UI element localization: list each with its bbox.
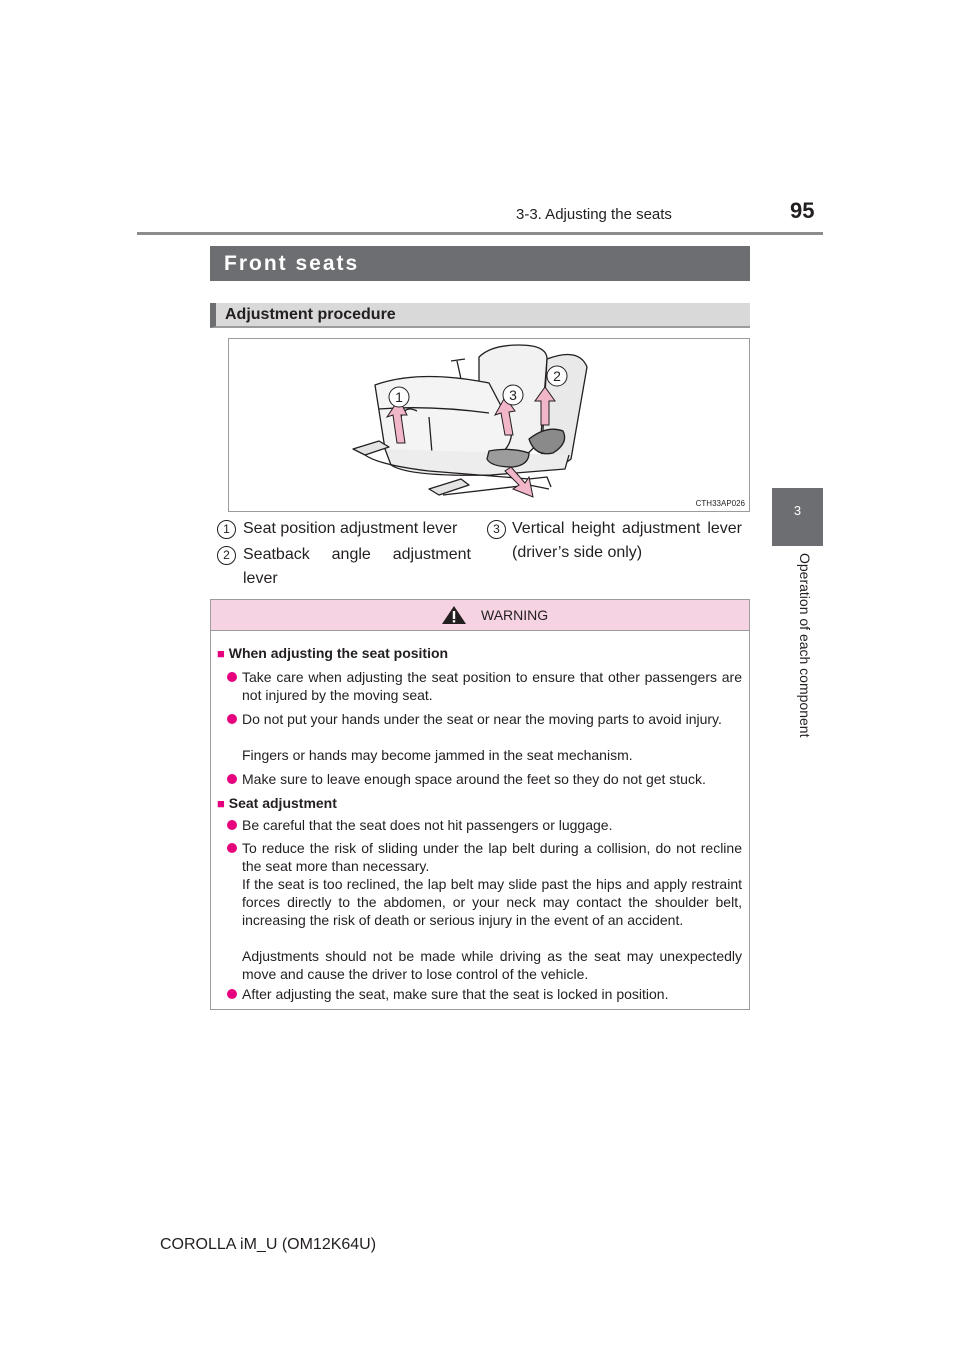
- warning-header: [211, 600, 749, 631]
- warning-label: WARNING: [481, 607, 549, 623]
- warning-bullet: Take care when adjusting the seat position to ensure that other passengers are not injured by the moving seat.: [242, 669, 742, 703]
- bullet-dot-icon: [227, 843, 237, 853]
- bullet-dot-icon: [227, 820, 237, 830]
- header-rule: [137, 232, 823, 235]
- legend-number-3: 3: [487, 520, 506, 539]
- warning-bullet-continuation: Fingers or hands may become jammed in the seat mechanism.: [242, 747, 633, 763]
- legend-text-3: Vertical height adjustment lever (driver’s side only): [512, 520, 742, 561]
- footer-model-code: COROLLA iM_U (OM12K64U): [160, 1236, 377, 1253]
- square-bullet-icon: ■: [217, 646, 225, 661]
- chapter-title: Operation of each component: [797, 553, 813, 738]
- warning-bullet: Make sure to leave enough space around the feet so they do not get stuck.: [242, 771, 706, 787]
- page-number: 95: [790, 198, 815, 223]
- callout-3: 3: [509, 387, 517, 403]
- callout-1: 1: [395, 389, 403, 405]
- legend-text-1: Seat position adjustment lever: [243, 520, 458, 537]
- warning-group-2-heading: [217, 794, 337, 813]
- warning-group-1-heading: [217, 644, 448, 663]
- legend-text-2: Seatback angle adjustment lever: [243, 546, 471, 587]
- callout-2: 2: [553, 368, 561, 384]
- warning-bullet: Be careful that the seat does not hit passengers or luggage.: [242, 817, 613, 833]
- bullet-dot-icon: [227, 714, 237, 724]
- subsection-title: Adjustment procedure: [225, 306, 396, 323]
- section-title-bar: [210, 246, 750, 281]
- warning-box: [210, 599, 750, 1010]
- subsection-bar: [210, 303, 750, 328]
- group-heading-text: When adjusting the seat position: [228, 645, 449, 661]
- bullet-dot-icon: [227, 774, 237, 784]
- header-section-title: 3-3. Adjusting the seats: [516, 206, 672, 223]
- warning-bullet-continuation: Adjustments should not be made while driving as the seat may unexpectedly move and cause the driver to lose control of the vehicle.: [242, 948, 742, 982]
- bullet-dot-icon: [227, 989, 237, 999]
- legend-number-2: 2: [217, 546, 236, 565]
- warning-triangle-icon: [441, 605, 467, 625]
- legend-number-1: 1: [217, 520, 236, 539]
- warning-bullet: To reduce the risk of sliding under the lap belt during a collision, do not recline the seat more than necessary.: [242, 840, 742, 874]
- warning-bullet: Do not put your hands under the seat or near the moving parts to avoid injury.: [242, 711, 722, 727]
- chapter-tab: 3: [772, 488, 823, 546]
- seat-drawing: [229, 339, 749, 511]
- group-heading-text: Seat adjustment: [228, 795, 337, 811]
- square-bullet-icon: ■: [217, 796, 225, 811]
- warning-bullet-continuation: If the seat is too reclined, the lap belt may slide past the hips and apply restraint forces directly to the abdomen, or your neck may contact the shoulder belt, increasing the risk of death or serious injury in the event of an accident.: [242, 876, 742, 928]
- warning-bullet: After adjusting the seat, make sure that the seat is locked in position.: [242, 986, 669, 1002]
- seat-illustration: [228, 338, 750, 512]
- figure-code: CTH33AP026: [695, 499, 745, 508]
- bullet-dot-icon: [227, 672, 237, 682]
- section-title: Front seats: [224, 252, 360, 275]
